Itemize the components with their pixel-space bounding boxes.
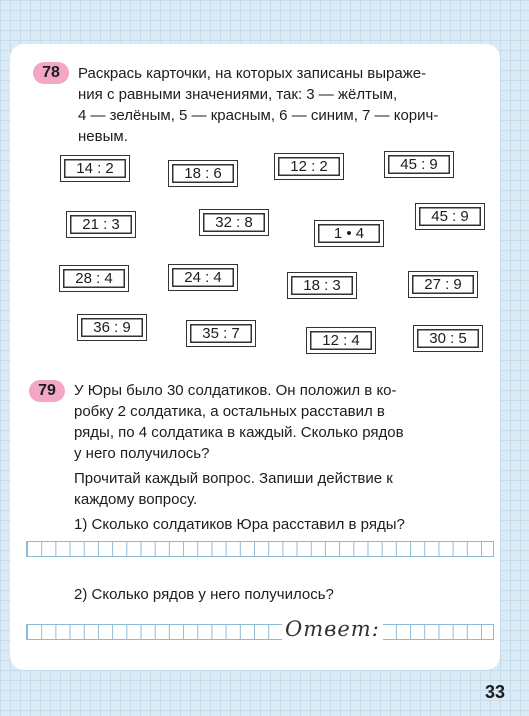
task-text-line: ния с равными значениями, так: 3 — жёлтым, (78, 86, 398, 103)
expression-card[interactable]: 35 : 7 (186, 320, 256, 347)
page-number: 33 (484, 682, 505, 702)
expression-card[interactable]: 21 : 3 (66, 211, 136, 238)
expression-card[interactable]: 30 : 5 (413, 325, 483, 352)
task-text-line: У Юры было 30 солдатиков. Он положил в ко- (74, 382, 397, 399)
expression-card[interactable]: 28 : 4 (59, 265, 129, 292)
expression-card[interactable]: 36 : 9 (77, 314, 147, 341)
task-text-line: невым. (78, 128, 128, 145)
task-number: 79 (38, 382, 56, 399)
question-1: 1) Сколько солдатиков Юра расставил в ряды? (74, 516, 405, 533)
expression-card[interactable]: 32 : 8 (199, 209, 269, 236)
expression-card[interactable]: 45 : 9 (384, 151, 454, 178)
expression-card[interactable]: 27 : 9 (408, 271, 478, 298)
task-text-line: 4 — зелёным, 5 — красным, 6 — синим, 7 — корич- (78, 107, 439, 124)
answer-grid-row-1[interactable] (26, 541, 494, 557)
instruction-line: каждому вопросу. (74, 491, 198, 508)
task-number: 78 (42, 64, 60, 81)
task-text-line: робку 2 солдатика, а остальных расставил в (74, 403, 385, 420)
expression-card[interactable]: 12 : 2 (274, 153, 344, 180)
task-text-line: ряды, по 4 солдатика в каждый. Сколько рядов (74, 424, 404, 441)
expression-card[interactable]: 45 : 9 (415, 203, 485, 230)
answer-label: Ответ: (282, 617, 383, 641)
task-text-line: Раскрась карточки, на которых записаны выраже- (78, 65, 427, 82)
task-number-badge (33, 62, 69, 84)
expression-card[interactable]: 1 • 4 (314, 220, 384, 247)
expression-card[interactable]: 18 : 6 (168, 160, 238, 187)
expression-card[interactable]: 14 : 2 (60, 155, 130, 182)
instruction-line: Прочитай каждый вопрос. Запиши действие к (74, 470, 393, 487)
expression-card[interactable]: 24 : 4 (168, 264, 238, 291)
task-number-badge (29, 380, 65, 402)
question-2: 2) Сколько рядов у него получилось? (74, 586, 334, 603)
expression-card[interactable]: 12 : 4 (306, 327, 376, 354)
expression-card[interactable]: 18 : 3 (287, 272, 357, 299)
answer-grid-row-2[interactable] (26, 624, 494, 640)
task-text-line: у него получилось? (74, 445, 210, 462)
